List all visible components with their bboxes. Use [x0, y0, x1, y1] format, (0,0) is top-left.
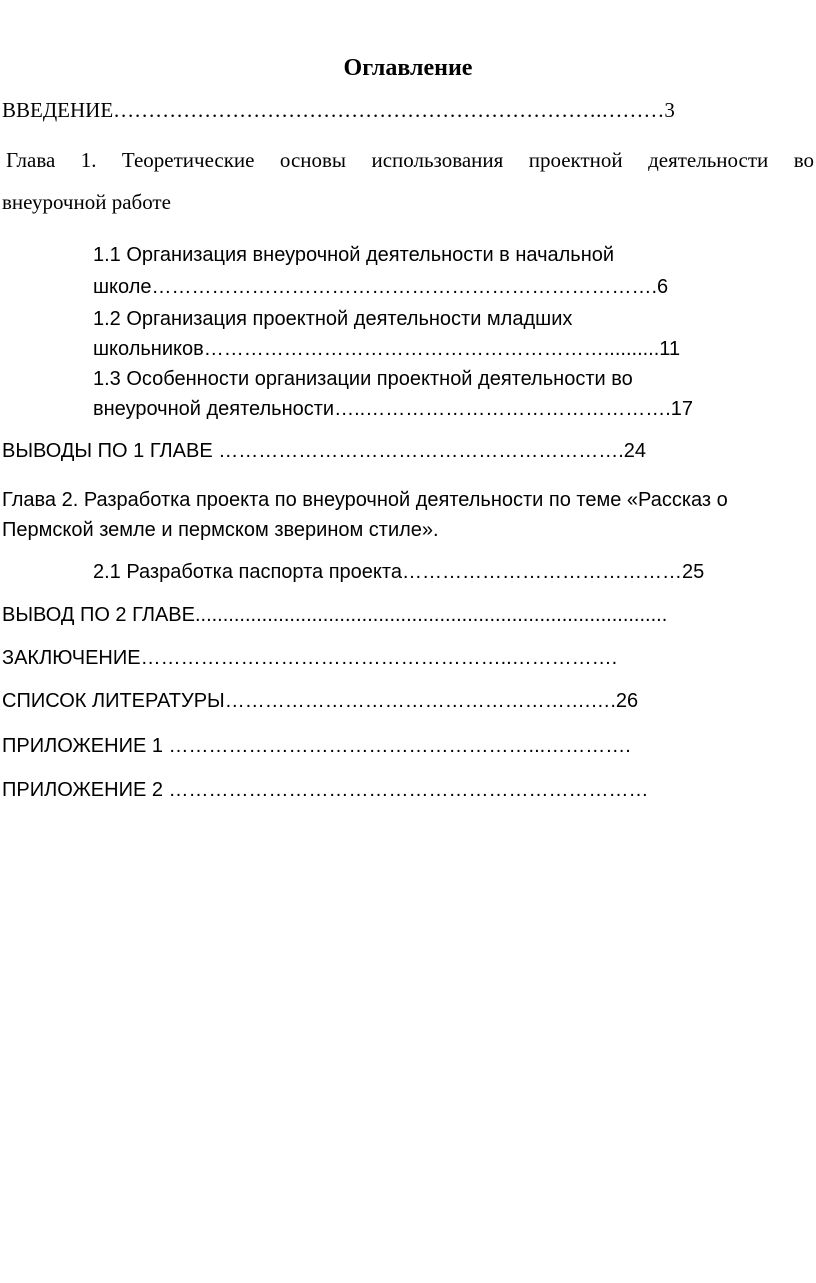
toc-chapter2-title-line1: Глава 2. Разработка проекта по внеурочной деятельности по теме «Рассказ о — [2, 489, 728, 511]
toc-chapter1-title-line2: внеурочной работе — [2, 190, 171, 214]
toc-conclusions-1: ВЫВОДЫ ПО 1 ГЛАВЕ …………………………………………………….24 — [2, 440, 647, 462]
toc-conclusion: ЗАКЛЮЧЕНИЕ………………………………………………..……………. — [2, 647, 618, 669]
toc-section-1-3-line2: внеурочной деятельности…..……………………………………….17 — [93, 398, 693, 420]
chapter1-word: использования — [371, 148, 504, 172]
toc-section-1-2-line1: 1.2 Организация проектной деятельности младших — [93, 308, 573, 330]
chapter1-word: проектной — [528, 148, 623, 172]
chapter1-word: 1. — [80, 148, 97, 172]
toc-section-1-1-line1: 1.1 Организация внеурочной деятельности в начальной — [93, 244, 615, 266]
toc-section-1-1-line2: школе………………………………………………………………….6 — [93, 276, 669, 298]
toc-intro: ВВЕДЕНИЕ…………………………………………………………….………3 — [2, 98, 675, 122]
toc-section-1-2-line2: школьников……………………………………………………..........11 — [93, 338, 681, 360]
toc-chapter2-title-line2: Пермской земле и пермском зверином стиле». — [2, 519, 439, 541]
toc-appendix-2: ПРИЛОЖЕНИЕ 2 ……………………………………………………………… — [2, 779, 649, 801]
chapter1-word: основы — [279, 148, 347, 172]
chapter1-word: Глава — [6, 148, 56, 172]
chapter1-word: Теоретические — [121, 148, 255, 172]
chapter1-word: во — [793, 148, 814, 172]
toc-conclusion-2: ВЫВОД ПО 2 ГЛАВЕ..................................................................................... — [2, 604, 668, 626]
toc-section-1-3-line1: 1.3 Особенности организации проектной деятельности во — [93, 368, 633, 390]
page-title: Оглавление — [343, 55, 473, 81]
toc-appendix-1: ПРИЛОЖЕНИЕ 1 ………………………………………………...…………. — [2, 735, 631, 757]
toc-section-2-1: 2.1 Разработка паспорта проекта……………………………………25 — [93, 561, 705, 583]
toc-references: СПИСОК ЛИТЕРАТУРЫ……………………………………………….….26 — [2, 690, 639, 712]
toc-chapter1-title-line1 — [6, 147, 814, 173]
chapter1-word: деятельности — [648, 148, 769, 172]
